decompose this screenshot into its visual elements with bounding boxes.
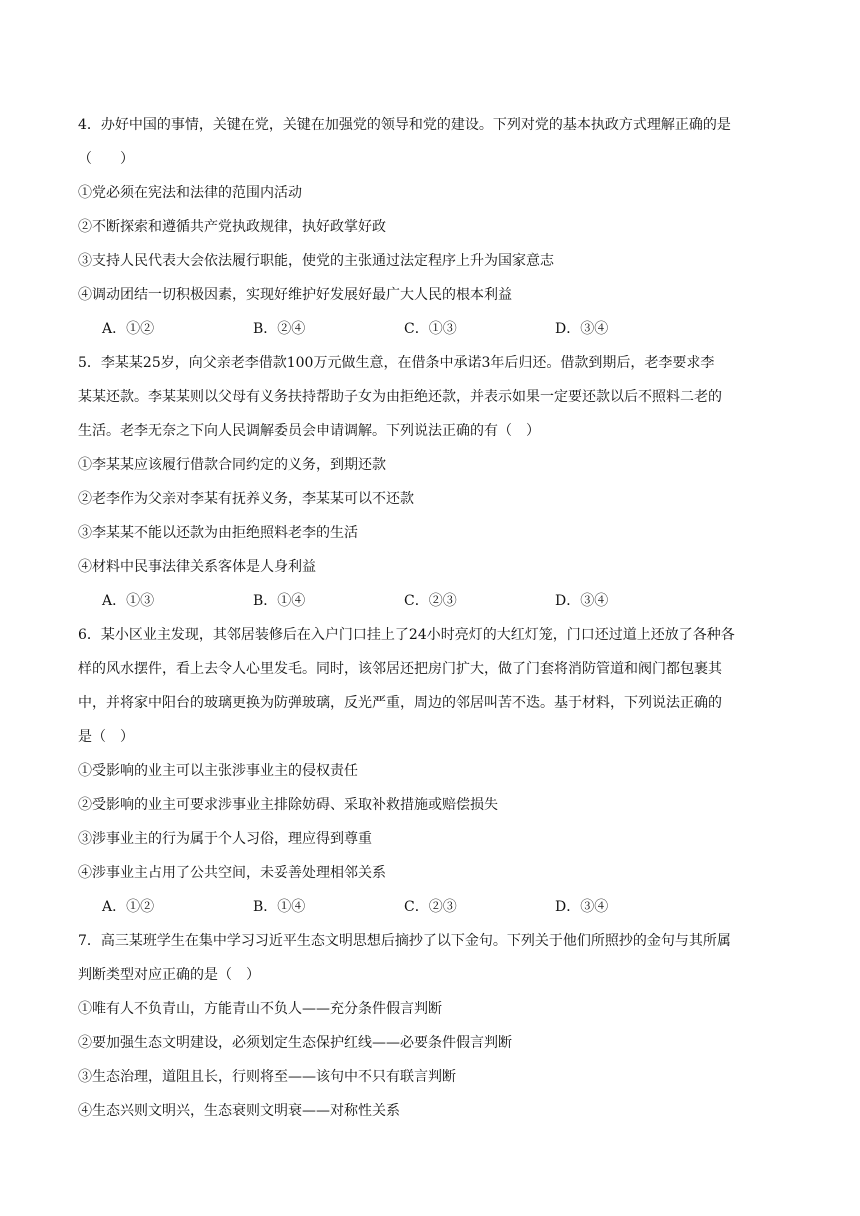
statement-item: ③生态治理，道阻且长，行则将至——该句中不只有联言判断: [78, 1069, 456, 1085]
statement-item: ②要加强生态文明建设，必须划定生态保护红线——必要条件假言判断: [78, 1035, 512, 1051]
question-stem-line: 6．某小区业主发现，其邻居装修后在入户门口挂上了24小时亮灯的大红灯笼，门口还过道上还放了各种各: [78, 627, 735, 643]
answer-options: [78, 584, 788, 618]
question-7: [78, 924, 788, 1128]
option-c: C．②③: [404, 593, 457, 609]
option-d: D．③④: [555, 899, 609, 915]
option-a: A．①②: [102, 899, 155, 915]
option-b: B．①④: [253, 593, 306, 609]
answer-options: [78, 312, 788, 346]
statement-item: ②不断探索和遵循共产党执政规律，执好政掌好政: [78, 219, 386, 235]
statement-item: ①唯有人不负青山，方能青山不负人——充分条件假言判断: [78, 1001, 442, 1017]
statement-item: ①受影响的业主可以主张涉事业主的侵权责任: [78, 763, 358, 779]
answer-options: [78, 890, 788, 924]
question-stem-line: 4．办好中国的事情，关键在党，关键在加强党的领导和党的建设。下列对党的基本执政方式理解正确的是: [78, 117, 731, 133]
statement-item: ④调动团结一切积极因素，实现好维护好发展好最广大人民的根本利益: [78, 287, 512, 303]
question-4: [78, 108, 788, 346]
statement-item: ②受影响的业主可要求涉事业主排除妨碍、采取补救措施或赔偿损失: [78, 797, 498, 813]
exam-page: [78, 108, 788, 1128]
question-stem-line: 某某还款。李某某则以父母有义务扶持帮助子女为由拒绝还款，并表示如果一定要还款以后不照料二老的: [78, 389, 722, 405]
question-stem-line: 7．高三某班学生在集中学习习近平生态文明思想后摘抄了以下金句。下列关于他们所照抄的金句与其所属: [78, 933, 731, 949]
question-stem-line: 是（ ）: [78, 729, 134, 745]
statement-item: ②老李作为父亲对李某有抚养义务，李某某可以不还款: [78, 491, 414, 507]
statement-item: ③涉事业主的行为属于个人习俗，理应得到尊重: [78, 831, 372, 847]
option-d: D．③④: [555, 593, 609, 609]
statement-item: ③支持人民代表大会依法履行职能，使党的主张通过法定程序上升为国家意志: [78, 253, 554, 269]
option-b: B．①④: [253, 899, 306, 915]
statement-item: ④材料中民事法律关系客体是人身利益: [78, 559, 316, 575]
question-stem-line: （ ）: [78, 151, 134, 167]
option-d: D．③④: [555, 321, 609, 337]
question-5: [78, 346, 788, 618]
question-stem-line: 判断类型对应正确的是（ ）: [78, 967, 260, 983]
statement-item: ③李某某不能以还款为由拒绝照料老李的生活: [78, 525, 358, 541]
question-stem-line: 5．李某某25岁，向父亲老李借款100万元做生意，在借条中承诺3年后归还。借款到期后，老李要求李: [78, 355, 715, 371]
option-c: C．②③: [404, 899, 457, 915]
question-6: [78, 618, 788, 924]
statement-item: ④生态兴则文明兴，生态衰则文明衰——对称性关系: [78, 1103, 400, 1119]
option-a: A．①②: [102, 321, 155, 337]
question-stem-line: 样的风水摆件，看上去令人心里发毛。同时，该邻居还把房门扩大，做了门套将消防管道和阀门都包裹其: [78, 661, 722, 677]
statement-item: ①李某某应该履行借款合同约定的义务，到期还款: [78, 457, 386, 473]
option-b: B．②④: [253, 321, 306, 337]
question-stem-line: 中，并将家中阳台的玻璃更换为防弹玻璃，反光严重，周边的邻居叫苦不迭。基于材料，下列说法正确的: [78, 695, 722, 711]
statement-item: ④涉事业主占用了公共空间，未妥善处理相邻关系: [78, 865, 386, 881]
option-c: C．①③: [404, 321, 457, 337]
statement-item: ①党必须在宪法和法律的范围内活动: [78, 185, 302, 201]
question-stem-line: 生活。老李无奈之下向人民调解委员会申请调解。下列说法正确的有（ ）: [78, 423, 540, 439]
option-a: A．①③: [102, 593, 155, 609]
